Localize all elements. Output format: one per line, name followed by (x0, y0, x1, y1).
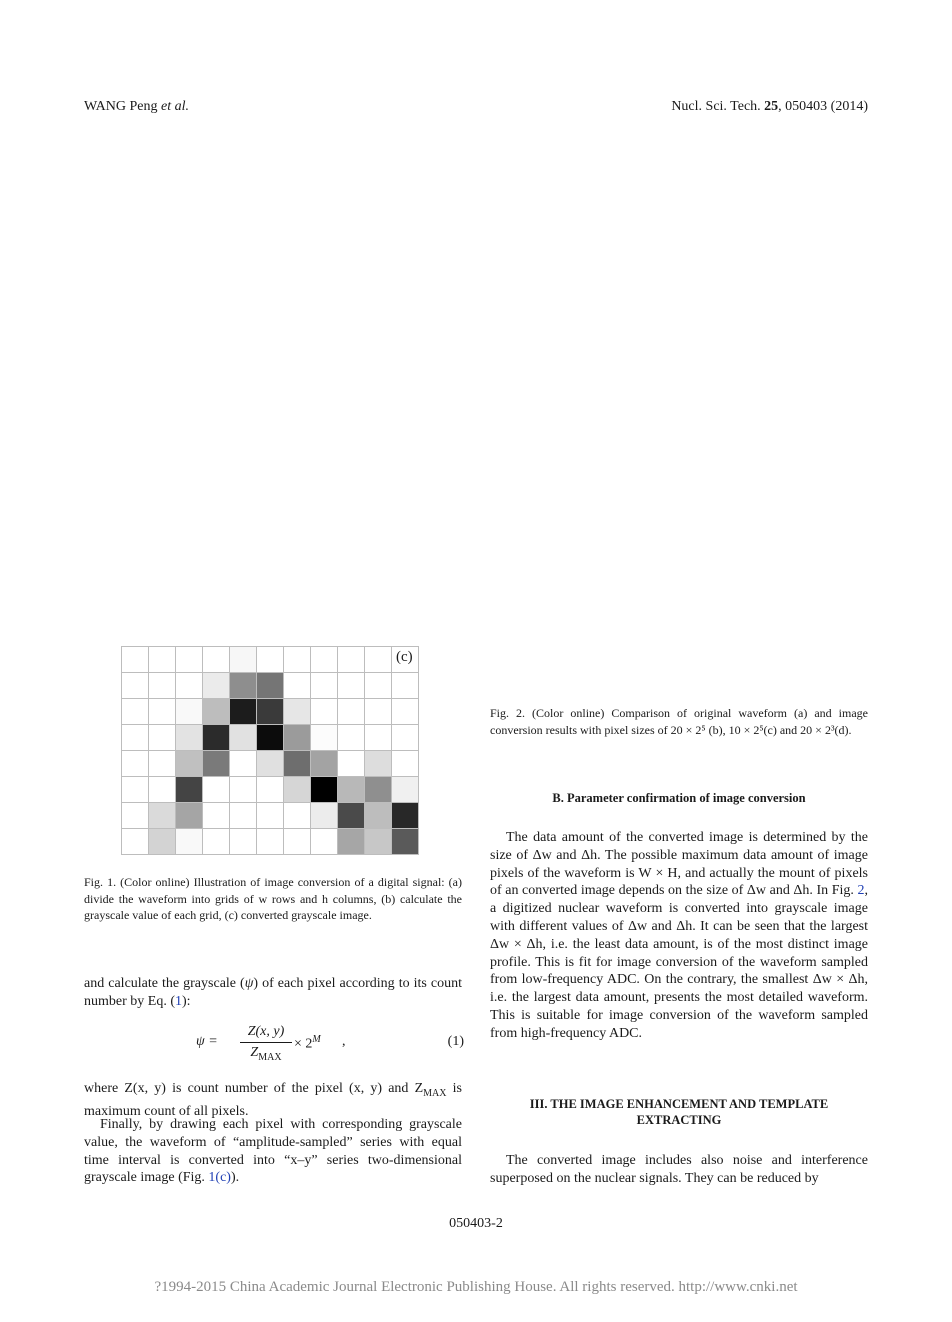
figure1-panel-label: (c) (396, 649, 413, 665)
page-number: 050403-2 (449, 1216, 503, 1231)
grid-cell (338, 725, 365, 751)
text-span: ): (181, 993, 191, 1009)
grid-cell (176, 751, 203, 777)
text-span: Finally, by drawing each pixel with corresponding grayscale value, the waveform of “amplitude-sampled” series with equal time interval is converted into “x–y” series two-dimensional grayscale image (Fig. (84, 1117, 462, 1186)
text-span: MAX (423, 1087, 447, 1099)
eq-fraction (240, 1024, 292, 1063)
grid-cell (365, 647, 392, 673)
equation-1 (196, 1024, 464, 1068)
grid-row (122, 647, 419, 673)
grid-cell (257, 647, 284, 673)
grid-row (122, 725, 419, 751)
grid-cell (257, 725, 284, 751)
grid-cell (122, 829, 149, 855)
text-span: × 2 (294, 1036, 313, 1052)
cnki-footer: ?1994-2015 China Academic Journal Electronic Publishing House. All rights reserved. http://www.cnki.net (154, 1279, 798, 1295)
grid-cell (257, 699, 284, 725)
left-paragraph-2 (84, 1080, 462, 1120)
grid-cell (311, 777, 338, 803)
grid-cell (176, 725, 203, 751)
grid-cell (392, 829, 419, 855)
grid-cell (203, 647, 230, 673)
grid-cell (392, 699, 419, 725)
eq-denominator (240, 1043, 292, 1063)
grid-cell (230, 647, 257, 673)
grid-cell (122, 777, 149, 803)
grid-cell (176, 803, 203, 829)
eq-numerator: Z(x, y) (240, 1024, 292, 1043)
eq-times (294, 1034, 321, 1053)
running-header-authors (84, 99, 189, 115)
grid-cell (257, 751, 284, 777)
grid-cell (257, 829, 284, 855)
text-span: Z (250, 1045, 259, 1060)
grid-cell (149, 725, 176, 751)
grid-row (122, 777, 419, 803)
eq-number: (1) (447, 1034, 464, 1049)
text-span: M (312, 1034, 321, 1045)
grid-cell (176, 777, 203, 803)
grid-cell (338, 673, 365, 699)
grid-cell (176, 647, 203, 673)
grid-cell (392, 751, 419, 777)
header-volume: 25 (764, 99, 779, 114)
grid-cell (338, 699, 365, 725)
fig-ref-link[interactable]: 2 (857, 883, 865, 899)
grid-cell (176, 673, 203, 699)
grid-cell (203, 777, 230, 803)
grid-cell (203, 829, 230, 855)
running-header-journal (671, 99, 868, 115)
section-heading-b: B. Parameter confirmation of image conversion (552, 791, 806, 805)
section-heading-iii (490, 1096, 868, 1128)
text-span: ). (230, 1170, 240, 1186)
figure1-caption: Fig. 1. (Color online) Illustration of image conversion of a digital signal: (a) divide the waveform into grids of w rows and h columns, (b) calculate the grayscale value of each grid, (c) converted grayscale image. (84, 875, 462, 922)
eq-ref-link[interactable]: 1 (174, 993, 182, 1009)
grid-cell (176, 699, 203, 725)
header-journal-name: Nucl. Sci. Tech. (671, 99, 761, 114)
grid-cell (284, 699, 311, 725)
grid-cell (122, 803, 149, 829)
grid-cell (284, 751, 311, 777)
grid-cell (149, 751, 176, 777)
grid-cell (203, 725, 230, 751)
grid-cell (365, 699, 392, 725)
grid-cell (392, 673, 419, 699)
figure1-grayscale-grid (121, 646, 419, 855)
grid-cell (311, 699, 338, 725)
grid-cell (149, 647, 176, 673)
grid-cell (230, 803, 257, 829)
grid-cell (230, 725, 257, 751)
right-paragraph-b (490, 829, 868, 1043)
grid-cell (365, 777, 392, 803)
grid-cell (257, 777, 284, 803)
grid-cell (176, 829, 203, 855)
grid-cell (284, 803, 311, 829)
grid-cell (365, 751, 392, 777)
grid-cell (338, 829, 365, 855)
grid-cell (284, 829, 311, 855)
grid-cell (284, 647, 311, 673)
header-article: , 050403 (2014) (778, 99, 868, 114)
grid-row (122, 673, 419, 699)
grid-cell (311, 673, 338, 699)
grid-cell (284, 725, 311, 751)
left-paragraph-1 (84, 975, 462, 1011)
grid-cell (284, 777, 311, 803)
grid-cell (122, 673, 149, 699)
header-author: WANG Peng (84, 99, 158, 114)
grid-cell (230, 673, 257, 699)
grid-row (122, 829, 419, 855)
grid-cell (149, 777, 176, 803)
grid-cell (122, 699, 149, 725)
grid-cell (365, 725, 392, 751)
grid-cell (365, 673, 392, 699)
text-span: where Z(x, y) is count number of the pixel (x, y) and Z (84, 1081, 424, 1096)
grid-cell (230, 777, 257, 803)
grid-cell (149, 673, 176, 699)
figure2-caption: Fig. 2. (Color online) Comparison of original waveform (a) and image conversion results with pixel sizes of 20 × 2⁵ (b), 10 × 2⁵(c) and 20 × 2³(d). (490, 706, 868, 737)
grid-cell (230, 699, 257, 725)
grid-cell (392, 725, 419, 751)
text-span: ψ (244, 976, 254, 991)
grid-cell (284, 673, 311, 699)
grid-cell (149, 699, 176, 725)
grid-cell (392, 777, 419, 803)
text-span: MAX (258, 1051, 282, 1063)
eq-lhs: ψ = (196, 1034, 218, 1049)
grid-cell (338, 777, 365, 803)
section-heading-line: EXTRACTING (636, 1113, 722, 1127)
grid-cell (149, 829, 176, 855)
grid-cell (122, 647, 149, 673)
text-span: ) of each pixel according to its count number by Eq. ( (84, 976, 462, 1009)
grid-cell (203, 699, 230, 725)
grid-cell (311, 647, 338, 673)
grid-cell (122, 751, 149, 777)
text-span: and calculate the grayscale ( (84, 976, 245, 991)
fig-ref-link[interactable]: 1(c) (208, 1170, 231, 1186)
text-span: , a digitized nuclear waveform is converted into grayscale image with different values of Δw and Δh. It can be seen that the largest Δw × Δh, i.e. the least data amount, is of the most distinct image profile. This is fit for image conversion of the waveform sampled from low-frequency ADC. On the contrary, the smallest Δw × Δh, i.e. the largest data amount, presents the most detailed waveform. This is suitable for image conversion of the waveform sampled from high-frequency ADC. (490, 883, 868, 1041)
grid-cell (257, 673, 284, 699)
grid-cell (203, 673, 230, 699)
grid-cell (122, 725, 149, 751)
eq-comma: , (342, 1034, 346, 1049)
grid-row (122, 699, 419, 725)
grid-cell (311, 803, 338, 829)
grid-cell (392, 803, 419, 829)
grid-cell (203, 803, 230, 829)
grid-cell (230, 751, 257, 777)
section-heading-line: III. THE IMAGE ENHANCEMENT AND TEMPLATE (529, 1097, 829, 1111)
grid-cell (338, 647, 365, 673)
right-paragraph-iii: The converted image includes also noise and interference superposed on the nuclear signals. They can be reduced by (490, 1153, 868, 1186)
grid-cell (338, 751, 365, 777)
grid-cell (311, 751, 338, 777)
text-span: The data amount of the converted image is determined by the size of Δw and Δh. The possible maximum data amount of image pixels of the waveform is W × H, and actually the mount of pixels of an converted image depends on the size of Δw and Δh. In Fig. (490, 830, 868, 899)
grid-cell (257, 803, 284, 829)
grid-cell (311, 829, 338, 855)
text-span: is maximum count of all pixels. (84, 1081, 462, 1119)
grid-cell (365, 829, 392, 855)
grid-cell (365, 803, 392, 829)
grid-row (122, 803, 419, 829)
grid-cell (203, 751, 230, 777)
grid-cell (149, 803, 176, 829)
grid-cell (311, 725, 338, 751)
header-etal: et al. (161, 99, 189, 114)
grid-cell (338, 803, 365, 829)
grid-row (122, 751, 419, 777)
left-paragraph-3 (84, 1116, 462, 1187)
grid-cell (230, 829, 257, 855)
